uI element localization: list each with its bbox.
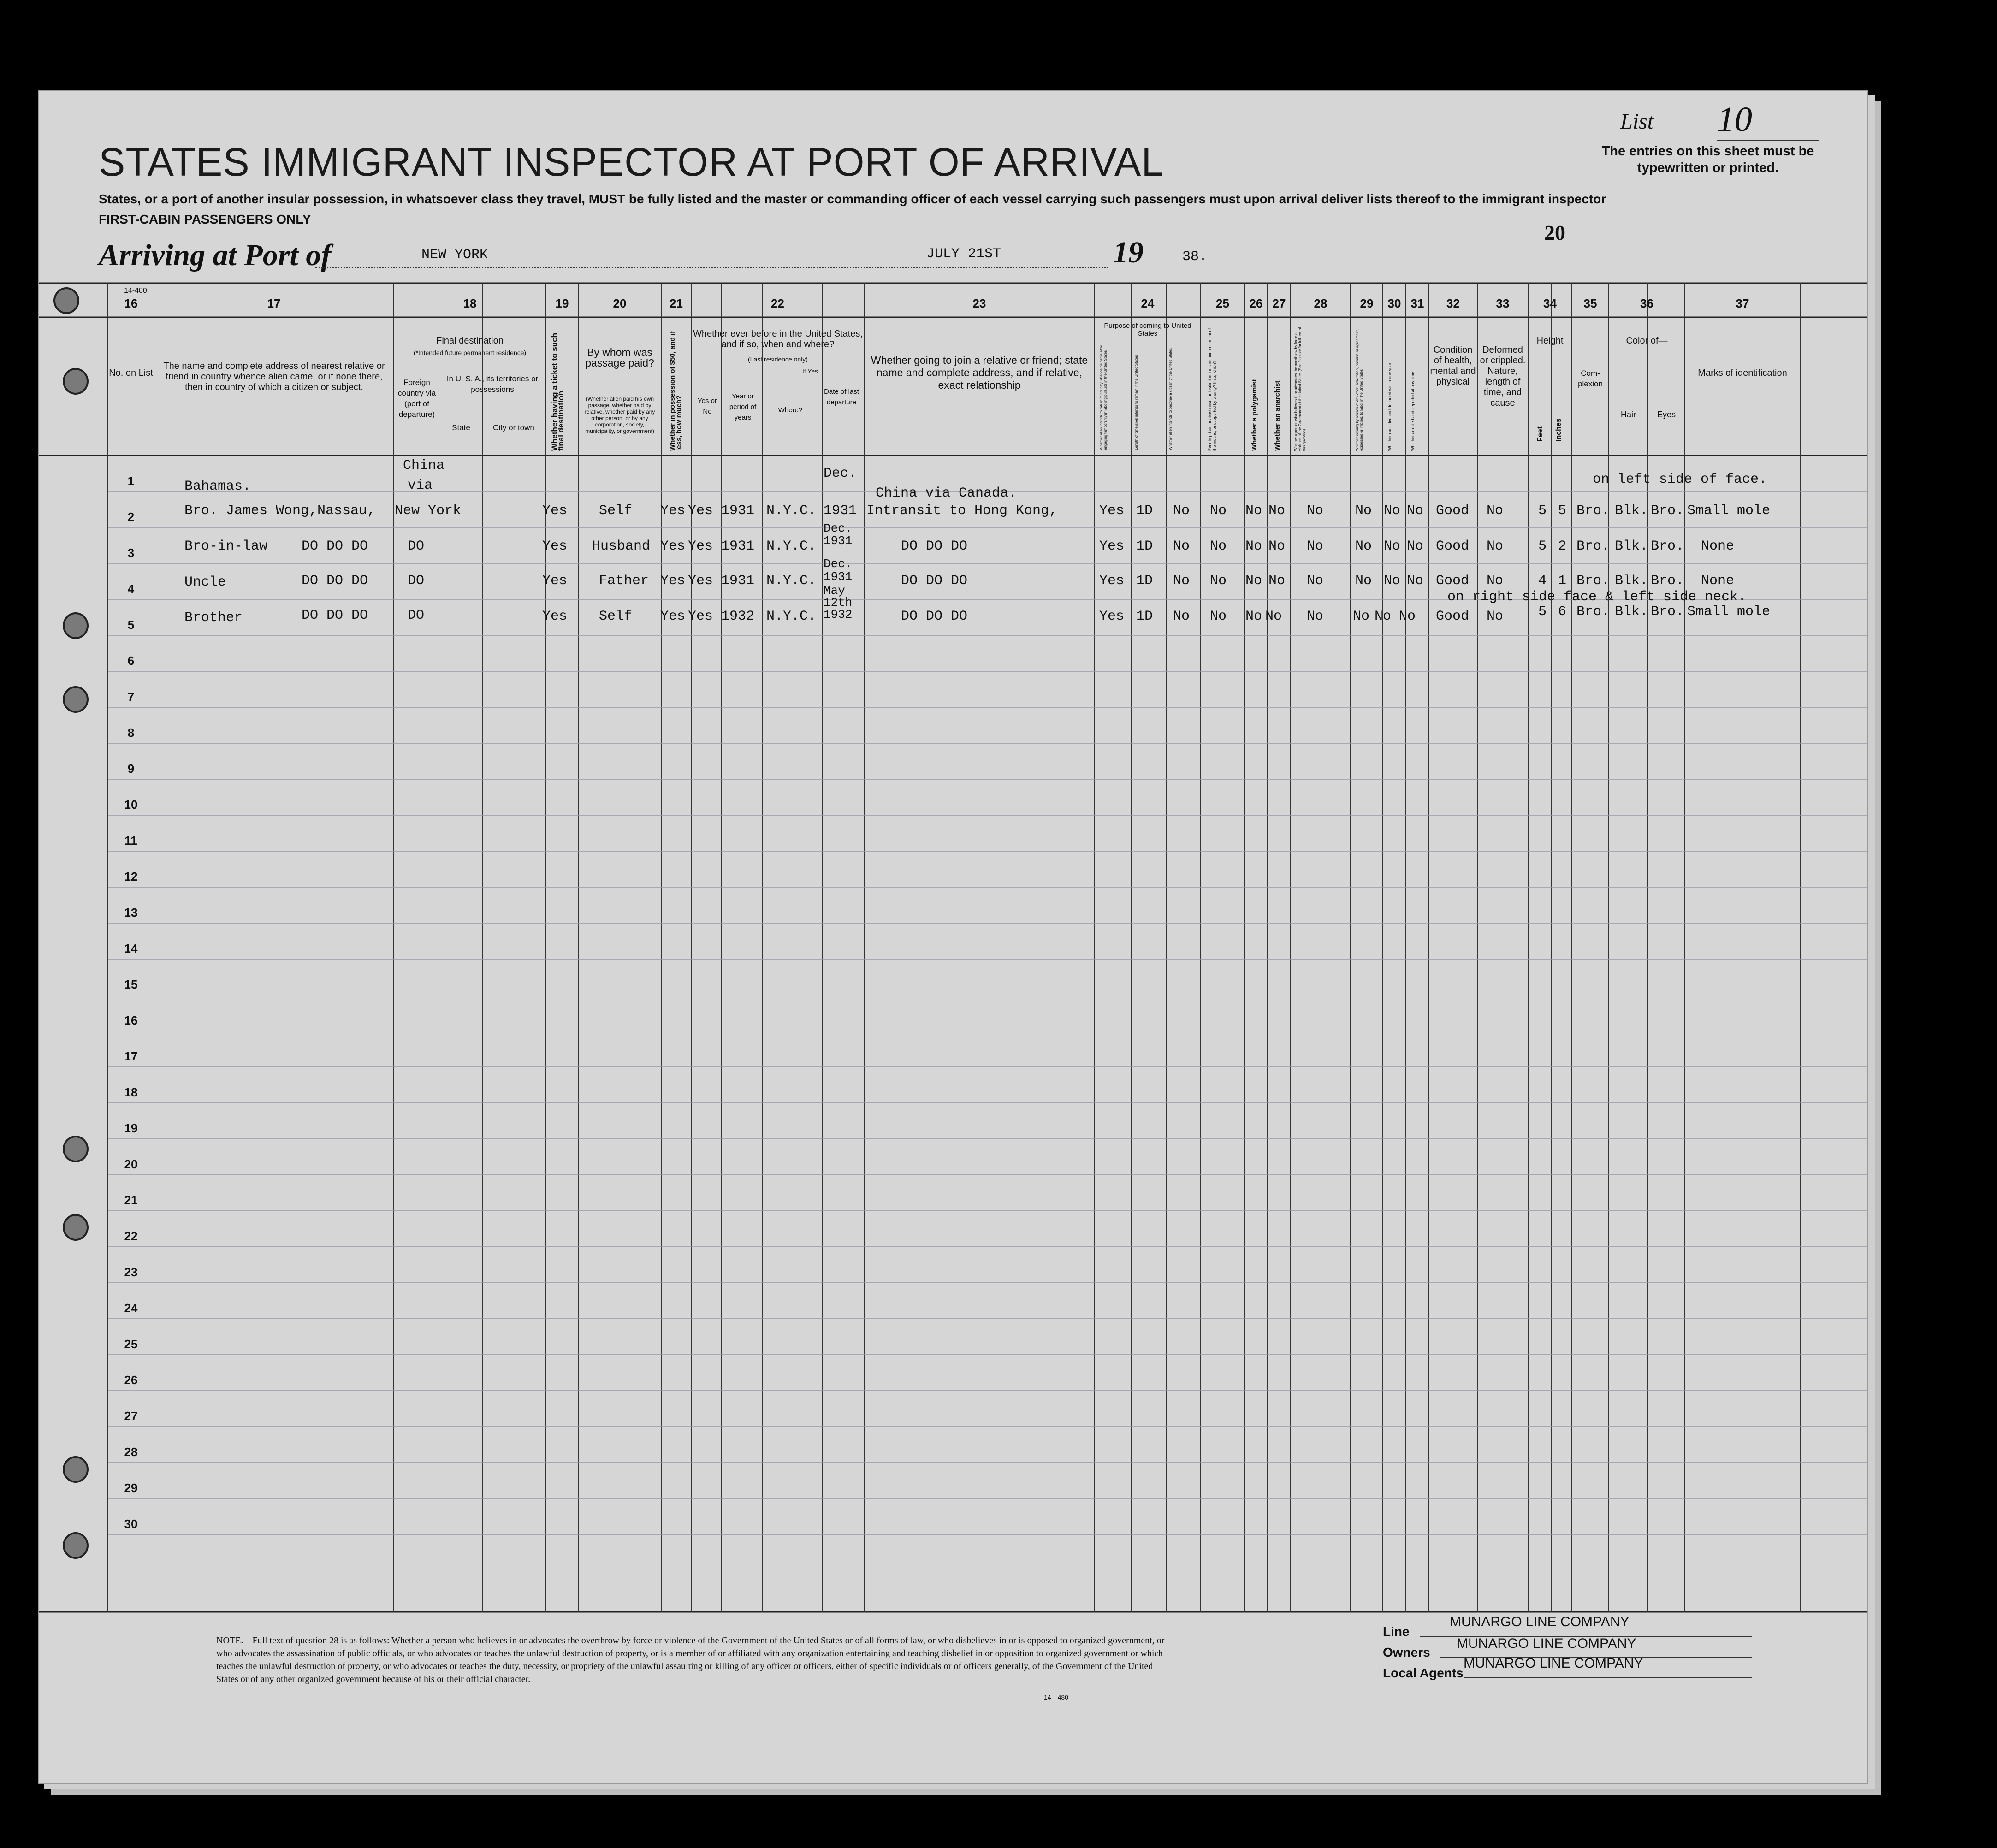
entry-4-29: No: [1353, 609, 1370, 624]
entry-3-ticket: Yes: [542, 573, 568, 589]
entry-1-condition: Good: [1436, 503, 1470, 519]
agents-label: Local Agents: [1383, 1666, 1464, 1680]
entry-4-where: N.Y.C.: [766, 609, 817, 624]
arriving-label: Arriving at Port of: [99, 238, 332, 272]
header-join-relative: Whether going to join a relative or friend; state name and complete address, and if relative, exact relationship: [871, 354, 1088, 391]
header-final-destination-note: (*Intended future permanent residence): [413, 349, 527, 356]
entry-4-length: 1D: [1136, 609, 1153, 624]
header-last-residence: (Last residence only): [748, 355, 808, 363]
header-possession-50: Whether in possession of $50, and if less, how much?: [669, 331, 683, 451]
entry-3-year: 1931: [721, 573, 755, 589]
entry-3-feet: 4: [1538, 573, 1547, 589]
entry-4-27: No: [1265, 609, 1282, 624]
col-29-number: 29: [1360, 296, 1374, 310]
entry-2-27: No: [1268, 539, 1286, 554]
arrival-date: JULY 21ST: [926, 246, 1001, 262]
header-foreign-country: Foreign country via (port of departure): [397, 378, 436, 419]
entry-2-complexion: Bro.: [1576, 539, 1610, 554]
header-height: Height: [1536, 336, 1564, 346]
row-number: 13: [124, 906, 138, 919]
entry-2-eyes: Bro.: [1651, 539, 1684, 554]
entry-1-dest-b: via: [408, 478, 433, 493]
col-24-number: 24: [1141, 296, 1155, 310]
col-36-number: 36: [1640, 296, 1653, 310]
entry-3-join: DO DO DO: [901, 573, 968, 589]
entry-3-before: Yes: [688, 573, 713, 589]
binder-hole: [63, 686, 89, 713]
entry-4-paid: Self: [599, 609, 633, 624]
entry-4-26: No: [1245, 609, 1262, 624]
col-23-number: 23: [972, 296, 986, 310]
col-25-number: 25: [1216, 296, 1229, 310]
col-26-number: 26: [1249, 296, 1263, 310]
entry-1-30: No: [1384, 503, 1401, 519]
header-in-usa: In U. S. A., its territories or possessions: [446, 374, 539, 394]
entry-2-deformed: No: [1487, 539, 1504, 554]
header-30: Whether excluded and deported within one year: [1387, 362, 1392, 451]
entry-3-length: 1D: [1136, 573, 1153, 589]
col-27-number: 27: [1272, 296, 1286, 310]
header-yes-no: Yes or No: [698, 397, 717, 415]
row-number: 27: [124, 1409, 138, 1423]
header-purpose: Purpose of coming to United States: [1104, 322, 1191, 338]
entry-1-complexion: Bro.: [1576, 503, 1610, 519]
entry-3-inches: 1: [1558, 573, 1567, 589]
entry-1-before: Yes: [688, 503, 713, 519]
entry-2-inches: 2: [1558, 539, 1567, 554]
entry-3-27: No: [1268, 573, 1286, 589]
row-number: 21: [124, 1193, 138, 1207]
entry-1-dest-c: New York: [395, 503, 462, 519]
entry-2-before: Yes: [688, 539, 713, 554]
binder-hole: [53, 287, 79, 314]
row-number: 10: [124, 798, 138, 811]
form-code: 14—480: [1044, 1694, 1068, 1701]
row-number: 30: [124, 1517, 138, 1531]
entry-2-30: No: [1384, 539, 1401, 554]
col-30-number: 30: [1387, 296, 1401, 310]
header-29: Whether coming by reason of any offer, solicitation, promise or agreement, expressed or implied, to labor in the United States: [1355, 329, 1363, 451]
page-title: STATES IMMIGRANT INSPECTOR AT PORT OF ARRIVAL: [99, 140, 1164, 184]
header-feet: Feet: [1536, 426, 1544, 442]
row-number: 20: [124, 1157, 138, 1171]
header-24c: Whether alien intends to become a citizen of the United States: [1168, 348, 1173, 450]
entry-2-31: No: [1407, 539, 1424, 554]
entry-4-50: Yes: [660, 609, 686, 624]
header-date-last: Date of last departure: [824, 388, 859, 406]
entry-2-dest: DO: [408, 539, 425, 554]
line-value: MUNARGO LINE COMPANY: [1450, 1614, 1630, 1629]
entry-3-26: No: [1245, 573, 1262, 589]
entry-2-29: No: [1355, 539, 1372, 554]
header-inches: Inches: [1555, 418, 1563, 442]
entry-4-25: No: [1210, 609, 1227, 624]
row-number: 24: [124, 1301, 138, 1315]
col-31-number: 31: [1410, 296, 1424, 310]
header-instruction: States, or a port of another insular possession, in whatsoever class they travel, MUST be fully listed and the master or commanding officer of each vessel carrying such passengers must upon arrival deliver lists thereof to the immigrant inspector: [99, 192, 1606, 206]
header-ticket: Whether having a ticket to such final destination: [550, 333, 565, 451]
col-17-number: 17: [267, 296, 281, 310]
col-35-number: 35: [1583, 296, 1597, 310]
col-16-number: 16: [124, 296, 138, 310]
entry-3-citizen: No: [1173, 573, 1190, 589]
entry-3-25: No: [1210, 573, 1227, 589]
entry-4-condition: Good: [1436, 609, 1470, 624]
port-value: NEW YORK: [421, 247, 488, 263]
header-25: Ever in prison or almshouse, or institution for care and treatment of the insane, or supported by charity? If so, which?: [1208, 328, 1217, 451]
row-number: 12: [124, 870, 138, 883]
entry-3-where: N.Y.C.: [766, 573, 817, 589]
entry-1-hair: Blk.: [1615, 503, 1648, 519]
binder-hole: [63, 1456, 89, 1483]
list-number: 10: [1717, 100, 1819, 141]
row-number: 14: [124, 942, 138, 955]
entry-1-25: No: [1210, 503, 1227, 519]
row-number: 9: [127, 762, 135, 776]
entry-3-31: No: [1407, 573, 1424, 589]
header-24a: Whether alien intends to return to country whence he came after engaging temporarily in laboring pursuits in the United States: [1099, 345, 1108, 450]
entry-2-paid: Husband: [592, 539, 651, 554]
entry-2-where: N.Y.C.: [766, 539, 817, 554]
agents-value: MUNARGO LINE COMPANY: [1464, 1656, 1643, 1671]
entry-1-country: Bahamas.: [184, 479, 251, 494]
entry-4-30: No: [1375, 609, 1392, 624]
entry-4-hair: Blk.: [1615, 604, 1648, 620]
header-26: Whether a polygamist: [1250, 379, 1258, 451]
year-suffix: 38.: [1182, 249, 1208, 265]
entry-4-ditto: DO DO DO: [302, 608, 368, 623]
entry-4-28: No: [1307, 609, 1324, 624]
row-number: 6: [127, 654, 135, 668]
entry-2-year: 1931: [721, 539, 755, 554]
entry-1-29: No: [1355, 503, 1372, 519]
entry-1-date-b: 1931: [824, 503, 857, 519]
entry-2-join: DO DO DO: [901, 539, 968, 554]
entry-2-purpose: Yes: [1099, 539, 1125, 554]
entry-4-citizen: No: [1173, 609, 1190, 624]
entry-4-feet: 5: [1538, 604, 1547, 620]
entry-2-28: No: [1307, 539, 1324, 554]
header-hair: Hair: [1620, 410, 1636, 419]
entry-1-citizen: No: [1173, 503, 1190, 519]
header-state: State: [452, 423, 470, 432]
entry-1-relative: Bro. James Wong,Nassau,: [184, 503, 376, 519]
entry-4-marks-note: on right side face & left side neck.: [1447, 589, 1747, 605]
col-21-number: 21: [670, 296, 683, 310]
entry-2-date-b: 1931: [824, 534, 853, 548]
header-complexion: Com-plexion: [1578, 369, 1603, 388]
header-passage-note: (Whether alien paid his own passage, whether paid by relative, whether paid by any other person, or by any corporation, society, municipality, or government): [584, 396, 655, 434]
entry-2-feet: 5: [1538, 539, 1547, 554]
entry-1-deformed: No: [1487, 503, 1504, 519]
entry-3-marks: None: [1701, 573, 1735, 589]
col-19-number: 19: [555, 296, 569, 310]
row-number: 19: [124, 1121, 138, 1135]
entry-4-complexion: Bro.: [1576, 604, 1610, 620]
row-number: 17: [124, 1049, 138, 1063]
header-deformed: Deformed or crippled. Nature, length of time, and cause: [1480, 345, 1526, 408]
entry-3-28: No: [1307, 573, 1324, 589]
entry-4-join: DO DO DO: [901, 609, 968, 624]
col-33-number: 33: [1496, 296, 1510, 310]
row-number: 22: [124, 1229, 138, 1243]
entry-1-year: 1931: [721, 503, 755, 519]
header-no-on-list: No. on List: [109, 368, 153, 378]
entry-1-date-a: Dec.: [824, 466, 857, 481]
owners-value: MUNARGO LINE COMPANY: [1457, 1636, 1636, 1651]
col-34-number: 34: [1543, 296, 1557, 310]
entry-1-marks-note: on left side of face.: [1593, 472, 1767, 487]
row-number: 26: [124, 1373, 138, 1387]
col-28-number: 28: [1314, 296, 1327, 310]
row-number: 28: [124, 1445, 138, 1459]
header-relative: The name and complete address of nearest relative or friend in country whence alien came, or if none there, then in country of which a citizen or subject.: [163, 361, 385, 392]
binder-hole: [63, 368, 89, 395]
entry-2-ticket: Yes: [542, 539, 568, 554]
entry-4-eyes: Bro.: [1651, 604, 1684, 620]
year-prefix: 19: [1113, 236, 1144, 269]
binder-hole: [63, 1214, 89, 1241]
entry-3-deformed: No: [1487, 573, 1504, 589]
entry-1-28: No: [1307, 503, 1324, 519]
entry-4-deformed: No: [1487, 609, 1504, 624]
row-number: 18: [124, 1085, 138, 1099]
entry-4-before: Yes: [688, 609, 713, 624]
entry-1-join-b: Intransit to Hong Kong,: [866, 503, 1058, 519]
entry-4-date-c: 1932: [824, 608, 853, 622]
col-20-number: 20: [613, 296, 627, 310]
header-year-period: Year or period of years: [729, 392, 757, 421]
row-number: 5: [127, 618, 135, 632]
entry-3-date-b: 1931: [824, 570, 853, 584]
entry-3-30: No: [1384, 573, 1401, 589]
form-number: 14-480: [124, 287, 147, 295]
entry-1-ticket: Yes: [542, 503, 568, 519]
header-color-of: Color of—: [1626, 336, 1668, 346]
entry-1-26: No: [1245, 503, 1262, 519]
entry-4-year: 1932: [721, 609, 755, 624]
entry-1-paid: Self: [599, 503, 633, 519]
entry-1-marks: Small mole: [1687, 503, 1771, 519]
entry-3-date-a: Dec.: [824, 557, 853, 571]
header-marks: Marks of identification: [1698, 368, 1787, 378]
entry-4-31: No: [1399, 609, 1416, 624]
entry-1-27: No: [1268, 503, 1286, 519]
header-condition: Condition of health, mental and physical: [1430, 345, 1476, 387]
entry-2-26: No: [1245, 539, 1262, 554]
header-where: Where?: [778, 406, 803, 414]
row-number: 16: [124, 1013, 138, 1027]
entry-4-date-a: May: [824, 584, 845, 598]
entry-2-25: No: [1210, 539, 1227, 554]
row-number: 29: [124, 1481, 138, 1495]
typewritten-notice: The entries on this sheet must be typewritten or printed.: [1601, 144, 1814, 175]
entry-1-feet: 5: [1538, 503, 1547, 519]
header-24b: Length of time alien intends to remain in the United States: [1134, 355, 1138, 450]
header-city: City or town: [493, 423, 534, 432]
entry-3-paid: Father: [599, 573, 649, 589]
entry-1-length: 1D: [1136, 503, 1153, 519]
table-grid: [39, 91, 1867, 1783]
entry-4-marks: Small mole: [1687, 604, 1771, 620]
entry-2-date-a: Dec.: [824, 521, 853, 535]
entry-3-ditto: DO DO DO: [302, 573, 368, 589]
entry-2-hair: Blk.: [1615, 539, 1648, 554]
row-number: 15: [124, 977, 138, 991]
header-27: Whether an anarchist: [1274, 380, 1281, 451]
entry-4-relative: Brother: [184, 610, 243, 626]
entry-1-31: No: [1407, 503, 1424, 519]
entry-3-relative: Uncle: [184, 575, 226, 590]
entry-2-ditto: DO DO DO: [302, 539, 368, 554]
row-number: 3: [127, 546, 135, 560]
entry-1-inches: 5: [1558, 503, 1567, 519]
binder-hole: [63, 1532, 89, 1559]
list-label: List: [1620, 109, 1654, 134]
page-number: 20: [1544, 221, 1565, 244]
entry-3-dest: DO: [408, 573, 425, 589]
header-final-destination: Final destination: [436, 336, 504, 346]
entry-4-inches: 6: [1558, 604, 1567, 620]
col-18-number: 18: [463, 296, 477, 310]
entry-1-50: Yes: [660, 503, 686, 519]
row-number: 2: [127, 510, 135, 524]
entry-4-dest: DO: [408, 608, 425, 623]
row-number: 4: [127, 582, 135, 596]
row-number: 23: [124, 1265, 138, 1279]
entry-2-marks: None: [1701, 539, 1735, 554]
col-32-number: 32: [1446, 296, 1460, 310]
entry-2-length: 1D: [1136, 539, 1153, 554]
binder-hole: [63, 612, 89, 639]
row-number: 7: [127, 690, 135, 704]
entry-3-complexion: Bro.: [1576, 573, 1610, 589]
col-22-number: 22: [771, 296, 784, 310]
entry-3-condition: Good: [1436, 573, 1470, 589]
row-number: 11: [124, 834, 137, 847]
header-31: Whether arrested and deported at any time: [1410, 372, 1415, 451]
entry-4-purpose: Yes: [1099, 609, 1125, 624]
agents-underline: [1464, 1677, 1752, 1678]
col-37-number: 37: [1736, 296, 1749, 310]
entry-4-ticket: Yes: [542, 609, 568, 624]
binder-hole: [63, 1136, 89, 1162]
entry-1-purpose: Yes: [1099, 503, 1125, 519]
header-28: Whether a person who believes in or advocates the overthrow by force or violence of the Government of the United States (See footnote for full text of this question): [1294, 327, 1306, 451]
entry-4-date-b: 12th: [824, 596, 853, 610]
row-number: 1: [127, 474, 135, 488]
entry-2-relative: Bro-in-law: [184, 539, 268, 554]
header-eyes: Eyes: [1657, 410, 1676, 419]
entry-3-eyes: Bro.: [1651, 573, 1684, 589]
entry-1-where: N.Y.C.: [766, 503, 817, 519]
entry-2-condition: Good: [1436, 539, 1470, 554]
passenger-class: FIRST-CABIN PASSENGERS ONLY: [99, 212, 311, 226]
footnote-question-28: NOTE.—Full text of question 28 is as follows: Whether a person who believes in or advocates the overthrow by force or violence of the Government of the United States or of all forms of law, or who disbelieves in or is opposed to organized government, or who advocates the assassination of public officials, or who advocates or teaches the unlawful destruction of property, or is a member of or affiliated with any organization entertaining and teaching disbelief in or opposition to organized government or which teaches the unlawful destruction of property, or who advocates or teaches the duty, necessity, or propriety of the unlawful assaulting or killing of any officer or officers, either of specific individuals or of officers generally, of the Government of the United States or of any other organized government because of his or their official character.: [216, 1635, 1165, 1684]
entry-3-50: Yes: [660, 573, 686, 589]
row-number: 25: [124, 1337, 138, 1351]
line-label: Line: [1383, 1624, 1410, 1639]
header-if-yes: If Yes—: [802, 367, 825, 375]
owners-label: Owners: [1383, 1645, 1430, 1659]
row-number: 8: [127, 726, 135, 740]
entry-3-29: No: [1355, 573, 1372, 589]
header-passage-by: By whom was passage paid?: [585, 346, 654, 369]
entry-2-citizen: No: [1173, 539, 1190, 554]
manifest-sheet: [38, 90, 1868, 1784]
entry-2-50: Yes: [660, 539, 686, 554]
entry-1-eyes: Bro.: [1651, 503, 1684, 519]
header-before-us: Whether ever before in the United States, and if so, when and where?: [693, 329, 863, 349]
entry-3-purpose: Yes: [1099, 573, 1125, 589]
entry-3-hair: Blk.: [1615, 573, 1648, 589]
entry-1-join-a: China via Canada.: [876, 486, 1017, 501]
entry-1-dest-a: China: [403, 458, 445, 474]
